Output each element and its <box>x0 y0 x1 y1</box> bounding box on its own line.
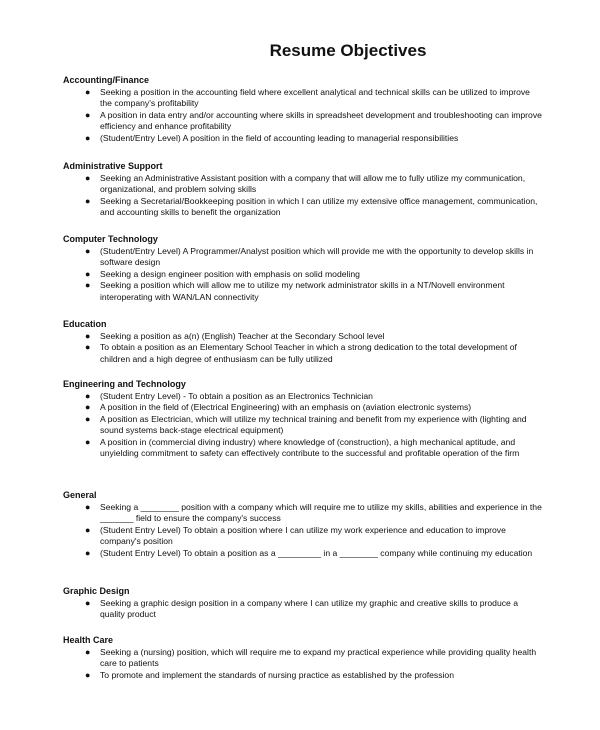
bullet-icon: ● <box>85 413 91 424</box>
objective-list <box>63 331 543 365</box>
list-item <box>63 173 543 196</box>
objective-list <box>63 173 543 219</box>
objective-list <box>63 502 543 559</box>
objective-text: (Student Entry Level) To obtain a position as a _________ in a ________ company while continuing my education <box>100 547 533 558</box>
bullet-icon: ● <box>85 524 91 535</box>
objective-list <box>63 598 543 621</box>
bullet-icon: ● <box>85 246 91 256</box>
list-item <box>63 391 543 402</box>
objective-text: Seeking a Secretarial/Bookkeeping position in which I can utilize my extensive office management, communication, and accounting skills to benefit the organization <box>100 195 538 218</box>
list-item <box>63 647 543 670</box>
objective-text: Seeking a position as a(n) (English) Teacher at the Secondary School level <box>100 331 385 341</box>
objective-text: (Student Entry Level) - To obtain a position as an Electronics Technician <box>100 391 373 401</box>
objective-text: Seeking an Administrative Assistant position with a company that will allow me to fully utilize my communication, organizational, and problem solving skills <box>100 173 526 195</box>
bullet-icon: ● <box>85 195 91 206</box>
bullet-icon: ● <box>85 402 91 413</box>
section-heading: Education <box>63 319 107 329</box>
section-graphic-design <box>63 586 543 621</box>
list-item <box>63 246 543 269</box>
objective-text: Seeking a position which will allow me to utilize my network administrator skills in a NT/Novell environment interoperating with WAN/LAN connectivity <box>100 280 505 302</box>
bullet-icon: ● <box>85 547 91 558</box>
bullet-icon: ● <box>85 391 91 401</box>
bullet-icon: ● <box>85 342 91 353</box>
list-item <box>63 402 543 413</box>
list-item <box>63 670 543 681</box>
bullet-icon: ● <box>85 598 91 608</box>
objective-text: (Student/Entry Level) A position in the field of accounting leading to managerial responsibilities <box>100 132 459 143</box>
list-item <box>63 437 543 460</box>
objective-text: Seeking a graphic design position in a company where I can utilize my graphic and creative skills to produce a quality product <box>100 598 518 620</box>
bullet-icon: ● <box>85 280 91 291</box>
bullet-icon: ● <box>85 173 91 183</box>
objective-text: A position as Electrician, which will utilize my technical training and benefit from my experience with (lighting and sound systems back-stage electrical equipment) <box>100 413 527 436</box>
objective-text: Seeking a (nursing) position, which will require me to expand my practical experience while providing quality health care to patients <box>100 647 537 669</box>
objective-list <box>63 87 543 144</box>
objective-list <box>63 391 543 459</box>
section-education <box>63 319 543 365</box>
section-heading: Engineering and Technology <box>63 379 186 389</box>
list-item <box>63 110 543 133</box>
bullet-icon: ● <box>85 669 91 680</box>
section-heading: Computer Technology <box>63 234 158 244</box>
section-heading: Accounting/Finance <box>63 75 150 85</box>
objective-text: Seeking a ________ position with a company which will require me to utilize my skills, abilities and experience in the _______ field to ensure the company's success <box>100 502 542 524</box>
bullet-icon: ● <box>85 268 91 279</box>
bullet-icon: ● <box>85 331 91 341</box>
section-accounting-finance <box>63 75 543 144</box>
objective-text: (Student/Entry Level) A Programmer/Analyst position which will provide me with the opportunity to develop skills in software design <box>100 246 534 268</box>
list-item <box>63 196 543 219</box>
page-title: Resume Objectives <box>269 41 427 60</box>
objective-text: A position in the field of (Electrical Engineering) with an emphasis on (aviation electronic systems) <box>100 402 472 413</box>
bullet-icon: ● <box>85 436 91 447</box>
section-administrative-support <box>63 161 543 219</box>
section-health-care <box>63 635 543 681</box>
objective-text: To promote and implement the standards of nursing practice as established by the profession <box>100 669 454 680</box>
objective-list <box>63 647 543 681</box>
bullet-icon: ● <box>85 132 91 143</box>
objective-text: Seeking a design engineer position with emphasis on solid modeling <box>100 268 360 279</box>
bullet-icon: ● <box>85 502 91 512</box>
list-item <box>63 133 543 144</box>
list-item <box>63 525 543 548</box>
bullet-icon: ● <box>85 87 91 97</box>
bullet-icon: ● <box>85 109 91 120</box>
section-heading: Health Care <box>63 635 114 645</box>
section-computer-technology <box>63 234 543 303</box>
section-heading: General <box>63 490 97 500</box>
list-item <box>63 280 543 303</box>
objective-text: Seeking a position in the accounting field where excellent analytical and technical skills can be utilized to improve the company's profitability <box>100 87 530 109</box>
list-item <box>63 342 543 365</box>
section-engineering-and-technology <box>63 379 543 459</box>
bullet-icon: ● <box>85 647 91 657</box>
objective-text: (Student Entry Level) To obtain a position where I can utilize my work experience and education to improve company's position <box>100 524 506 547</box>
list-item <box>63 331 543 342</box>
list-item <box>63 269 543 280</box>
list-item <box>63 502 543 525</box>
section-heading: Administrative Support <box>63 161 163 171</box>
objective-list <box>63 246 543 303</box>
list-item <box>63 87 543 110</box>
list-item <box>63 548 543 559</box>
objective-text: A position in (commercial diving industry) where knowledge of (construction), a high mechanical aptitude, and unyielding commitment to safety can effectively contribute to the successful and profitable operation of the firm <box>100 436 520 459</box>
section-heading: Graphic Design <box>63 586 130 596</box>
list-item <box>63 598 543 621</box>
objective-text: To obtain a position as an Elementary School Teacher in which a strong dedication to the total development of children and a high degree of enthusiasm can be fully utilized <box>100 342 517 364</box>
section-general <box>63 490 543 559</box>
objective-text: A position in data entry and/or accounting where skills in spreadsheet development and troubleshooting can improve efficiency and enhance profitability <box>100 109 542 132</box>
list-item <box>63 414 543 437</box>
